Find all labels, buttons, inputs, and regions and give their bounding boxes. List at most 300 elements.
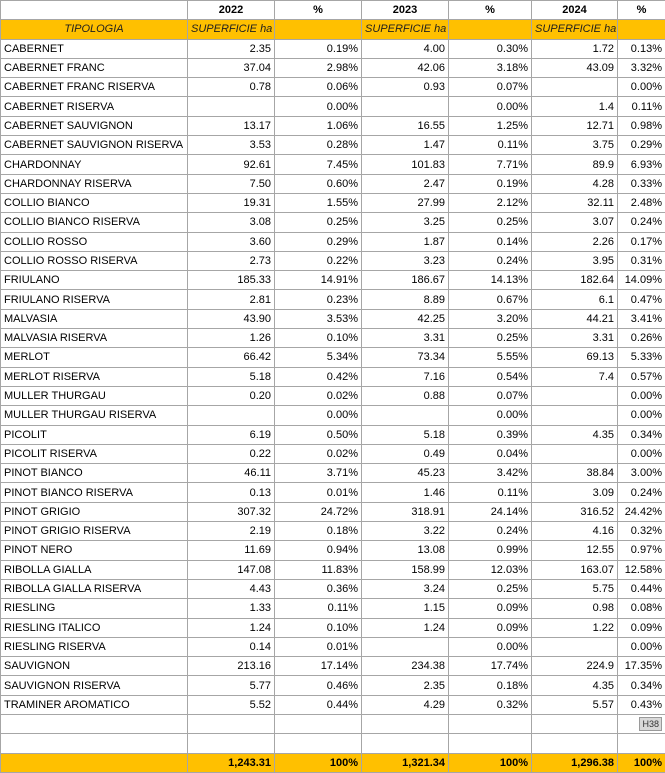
value-cell[interactable]: 0.00%: [275, 406, 362, 425]
value-cell[interactable]: 3.08: [188, 213, 275, 232]
blank-row: [1, 714, 665, 733]
tipologia-cell[interactable]: MERLOT: [1, 348, 188, 367]
value-cell[interactable]: 2.35: [362, 676, 449, 695]
value-cell[interactable]: 1.72: [532, 39, 618, 58]
sheet-cell[interactable]: [618, 714, 665, 733]
table-row: [1, 232, 665, 251]
value-cell[interactable]: 0.97%: [618, 541, 665, 560]
value-cell[interactable]: 5.77: [188, 676, 275, 695]
value-cell[interactable]: 0.28%: [275, 136, 362, 155]
value-cell[interactable]: 0.00%: [449, 97, 532, 116]
table-row: [1, 309, 665, 328]
table-row: [1, 676, 665, 695]
tipologia-cell[interactable]: MULLER THURGAU RISERVA: [1, 406, 188, 425]
value-cell[interactable]: 0.22%: [275, 251, 362, 270]
value-cell[interactable]: 3.60: [188, 232, 275, 251]
value-cell[interactable]: 7.4: [532, 367, 618, 386]
value-cell[interactable]: 3.31: [532, 329, 618, 348]
value-cell[interactable]: 0.24%: [618, 213, 665, 232]
value-cell[interactable]: 5.55%: [449, 348, 532, 367]
tipologia-cell[interactable]: RIESLING ITALICO: [1, 618, 188, 637]
subheader-cell[interactable]: TIPOLOGIA: [1, 20, 188, 39]
tipologia-cell[interactable]: PICOLIT RISERVA: [1, 444, 188, 463]
value-cell[interactable]: 43.09: [532, 58, 618, 77]
value-cell[interactable]: 0.06%: [275, 78, 362, 97]
value-cell[interactable]: 0.94%: [275, 541, 362, 560]
value-cell[interactable]: 42.25: [362, 309, 449, 328]
value-cell[interactable]: 0.67%: [449, 290, 532, 309]
value-cell[interactable]: 14.91%: [275, 271, 362, 290]
value-cell[interactable]: 0.00%: [618, 637, 665, 656]
value-cell[interactable]: 0.26%: [618, 329, 665, 348]
value-cell[interactable]: 11.69: [188, 541, 275, 560]
value-cell[interactable]: 101.83: [362, 155, 449, 174]
value-cell[interactable]: 0.22: [188, 444, 275, 463]
value-cell[interactable]: 12.03%: [449, 560, 532, 579]
value-cell[interactable]: 0.30%: [449, 39, 532, 58]
value-cell[interactable]: 0.60%: [275, 174, 362, 193]
value-cell[interactable]: 7.50: [188, 174, 275, 193]
value-cell[interactable]: 3.22: [362, 522, 449, 541]
value-cell[interactable]: 0.14: [188, 637, 275, 656]
value-cell[interactable]: 0.09%: [618, 618, 665, 637]
table-row: [1, 213, 665, 232]
value-cell[interactable]: 5.18: [188, 367, 275, 386]
value-cell[interactable]: 0.09%: [449, 599, 532, 618]
sheet-cell[interactable]: [1, 714, 188, 733]
value-cell[interactable]: 0.25%: [449, 213, 532, 232]
sheet-cell[interactable]: [188, 714, 275, 733]
tipologia-cell[interactable]: RIESLING RISERVA: [1, 637, 188, 656]
value-cell[interactable]: 0.00%: [449, 406, 532, 425]
value-cell[interactable]: 27.99: [362, 193, 449, 212]
value-cell[interactable]: 3.20%: [449, 309, 532, 328]
value-cell[interactable]: 2.19: [188, 522, 275, 541]
total-cell[interactable]: 1,321.34: [362, 753, 449, 772]
tipologia-cell[interactable]: PICOLIT: [1, 425, 188, 444]
table-row: [1, 522, 665, 541]
tipologia-cell[interactable]: RIBOLLA GIALLA: [1, 560, 188, 579]
value-cell[interactable]: 1.4: [532, 97, 618, 116]
value-cell[interactable]: 0.14%: [449, 232, 532, 251]
value-cell[interactable]: 4.35: [532, 676, 618, 695]
value-cell[interactable]: 0.00%: [275, 97, 362, 116]
tipologia-cell[interactable]: PINOT GRIGIO: [1, 502, 188, 521]
value-cell[interactable]: 24.72%: [275, 502, 362, 521]
value-cell[interactable]: 19.31: [188, 193, 275, 212]
value-cell[interactable]: 32.11: [532, 193, 618, 212]
table-row: [1, 695, 665, 714]
value-cell[interactable]: 6.93%: [618, 155, 665, 174]
value-cell[interactable]: [532, 386, 618, 405]
value-cell[interactable]: 89.9: [532, 155, 618, 174]
value-cell[interactable]: 24.14%: [449, 502, 532, 521]
value-cell[interactable]: [532, 78, 618, 97]
value-cell[interactable]: 0.31%: [618, 251, 665, 270]
value-cell[interactable]: 1.33: [188, 599, 275, 618]
value-cell[interactable]: 213.16: [188, 657, 275, 676]
value-cell[interactable]: 2.73: [188, 251, 275, 270]
header-cell[interactable]: 2023: [362, 1, 449, 20]
value-cell[interactable]: 3.41%: [618, 309, 665, 328]
sheet-cell[interactable]: [362, 714, 449, 733]
header-cell[interactable]: %: [275, 1, 362, 20]
value-cell[interactable]: 0.43%: [618, 695, 665, 714]
value-cell[interactable]: 1.55%: [275, 193, 362, 212]
value-cell[interactable]: 1.24: [188, 618, 275, 637]
value-cell[interactable]: 0.01%: [275, 483, 362, 502]
total-row: [1, 753, 665, 772]
value-cell[interactable]: 4.00: [362, 39, 449, 58]
header-cell[interactable]: %: [449, 1, 532, 20]
value-cell[interactable]: 185.33: [188, 271, 275, 290]
table-row: [1, 483, 665, 502]
value-cell[interactable]: 147.08: [188, 560, 275, 579]
value-cell[interactable]: 0.07%: [449, 78, 532, 97]
value-cell[interactable]: 234.38: [362, 657, 449, 676]
value-cell[interactable]: 0.46%: [275, 676, 362, 695]
value-cell[interactable]: [188, 97, 275, 116]
value-cell[interactable]: 0.24%: [618, 483, 665, 502]
value-cell[interactable]: 3.32%: [618, 58, 665, 77]
value-cell[interactable]: [362, 406, 449, 425]
value-cell[interactable]: 163.07: [532, 560, 618, 579]
value-cell[interactable]: 0.18%: [449, 676, 532, 695]
value-cell[interactable]: 0.32%: [618, 522, 665, 541]
value-cell[interactable]: 2.48%: [618, 193, 665, 212]
value-cell[interactable]: 0.78: [188, 78, 275, 97]
table-row: [1, 657, 665, 676]
value-cell[interactable]: 44.21: [532, 309, 618, 328]
value-cell[interactable]: 0.13: [188, 483, 275, 502]
value-cell[interactable]: 3.95: [532, 251, 618, 270]
tipologia-cell[interactable]: RIBOLLA GIALLA RISERVA: [1, 579, 188, 598]
value-cell[interactable]: [362, 97, 449, 116]
sheet-cell[interactable]: [449, 714, 532, 733]
value-cell[interactable]: 3.42%: [449, 464, 532, 483]
value-cell[interactable]: 0.24%: [449, 251, 532, 270]
value-cell[interactable]: 1.87: [362, 232, 449, 251]
value-cell[interactable]: 3.31: [362, 329, 449, 348]
tipologia-cell[interactable]: CABERNET FRANC RISERVA: [1, 78, 188, 97]
tipologia-cell[interactable]: PINOT BIANCO RISERVA: [1, 483, 188, 502]
tipologia-cell[interactable]: RIESLING: [1, 599, 188, 618]
value-cell[interactable]: 158.99: [362, 560, 449, 579]
value-cell[interactable]: 16.55: [362, 116, 449, 135]
value-cell[interactable]: [532, 406, 618, 425]
table-row: [1, 193, 665, 212]
tipologia-cell[interactable]: COLLIO BIANCO: [1, 193, 188, 212]
value-cell[interactable]: 2.47: [362, 174, 449, 193]
header-cell[interactable]: [1, 1, 188, 20]
value-cell[interactable]: 1.46: [362, 483, 449, 502]
total-cell[interactable]: 1,296.38: [532, 753, 618, 772]
total-cell[interactable]: 100%: [618, 753, 665, 772]
value-cell[interactable]: 0.23%: [275, 290, 362, 309]
tipologia-cell[interactable]: SAUVIGNON RISERVA: [1, 676, 188, 695]
table-row: [1, 579, 665, 598]
subheader-cell[interactable]: SUPERFICIE ha: [188, 20, 275, 39]
value-cell[interactable]: 3.25: [362, 213, 449, 232]
value-cell[interactable]: 5.52: [188, 695, 275, 714]
tipologia-cell[interactable]: PINOT GRIGIO RISERVA: [1, 522, 188, 541]
table-row: [1, 541, 665, 560]
value-cell[interactable]: 17.35%: [618, 657, 665, 676]
value-cell[interactable]: 45.23: [362, 464, 449, 483]
total-cell[interactable]: 1,243.31: [188, 753, 275, 772]
subheader-cell[interactable]: [449, 20, 532, 39]
value-cell[interactable]: [362, 637, 449, 656]
value-cell[interactable]: 0.99%: [449, 541, 532, 560]
value-cell[interactable]: 0.19%: [449, 174, 532, 193]
value-cell[interactable]: 37.04: [188, 58, 275, 77]
tipologia-cell[interactable]: MALVASIA: [1, 309, 188, 328]
header-cell[interactable]: 2024: [532, 1, 618, 20]
value-cell[interactable]: 0.50%: [275, 425, 362, 444]
value-cell[interactable]: 0.98%: [618, 116, 665, 135]
table-row: [1, 174, 665, 193]
value-cell[interactable]: 318.91: [362, 502, 449, 521]
value-cell[interactable]: 0.24%: [449, 522, 532, 541]
value-cell[interactable]: 0.07%: [449, 386, 532, 405]
tipologia-cell[interactable]: CHARDONNAY RISERVA: [1, 174, 188, 193]
tipologia-cell[interactable]: TRAMINER AROMATICO: [1, 695, 188, 714]
value-cell[interactable]: 1.24: [362, 618, 449, 637]
value-cell[interactable]: 13.17: [188, 116, 275, 135]
value-cell[interactable]: 1.22: [532, 618, 618, 637]
value-cell[interactable]: 0.11%: [449, 483, 532, 502]
table-row: [1, 290, 665, 309]
value-cell[interactable]: 7.16: [362, 367, 449, 386]
value-cell[interactable]: 0.42%: [275, 367, 362, 386]
value-cell[interactable]: 0.49: [362, 444, 449, 463]
table-row: [1, 425, 665, 444]
value-cell[interactable]: 0.32%: [449, 695, 532, 714]
value-cell[interactable]: 0.02%: [275, 444, 362, 463]
value-cell[interactable]: 12.55: [532, 541, 618, 560]
value-cell[interactable]: 17.74%: [449, 657, 532, 676]
value-cell[interactable]: 2.98%: [275, 58, 362, 77]
value-cell[interactable]: 7.45%: [275, 155, 362, 174]
table-row: [1, 367, 665, 386]
value-cell[interactable]: 3.00%: [618, 464, 665, 483]
value-cell[interactable]: 0.25%: [449, 329, 532, 348]
total-cell[interactable]: [1, 753, 188, 772]
value-cell[interactable]: 4.43: [188, 579, 275, 598]
value-cell[interactable]: 0.18%: [275, 522, 362, 541]
tipologia-cell[interactable]: PINOT BIANCO: [1, 464, 188, 483]
value-cell[interactable]: 4.29: [362, 695, 449, 714]
value-cell[interactable]: 5.75: [532, 579, 618, 598]
table-row: [1, 560, 665, 579]
value-cell[interactable]: 0.34%: [618, 425, 665, 444]
value-cell[interactable]: 0.88: [362, 386, 449, 405]
value-cell[interactable]: 0.13%: [618, 39, 665, 58]
value-cell[interactable]: 5.33%: [618, 348, 665, 367]
subheader-cell[interactable]: [275, 20, 362, 39]
value-cell[interactable]: 0.10%: [275, 329, 362, 348]
value-cell[interactable]: 24.42%: [618, 502, 665, 521]
value-cell[interactable]: 4.35: [532, 425, 618, 444]
value-cell[interactable]: 2.35: [188, 39, 275, 58]
value-cell[interactable]: 4.16: [532, 522, 618, 541]
value-cell[interactable]: 0.10%: [275, 618, 362, 637]
value-cell[interactable]: 0.00%: [449, 637, 532, 656]
value-cell[interactable]: 1.15: [362, 599, 449, 618]
value-cell[interactable]: 3.53: [188, 136, 275, 155]
value-cell[interactable]: 0.00%: [618, 78, 665, 97]
value-cell[interactable]: 182.64: [532, 271, 618, 290]
value-cell[interactable]: 0.00%: [618, 406, 665, 425]
tipologia-cell[interactable]: MALVASIA RISERVA: [1, 329, 188, 348]
value-cell[interactable]: 0.33%: [618, 174, 665, 193]
tipologia-cell[interactable]: COLLIO ROSSO: [1, 232, 188, 251]
value-cell[interactable]: 6.1: [532, 290, 618, 309]
tipologia-cell[interactable]: CABERNET SAUVIGNON RISERVA: [1, 136, 188, 155]
tipologia-cell[interactable]: COLLIO ROSSO RISERVA: [1, 251, 188, 270]
cell-reference-tooltip: H38: [639, 717, 662, 731]
value-cell[interactable]: 14.09%: [618, 271, 665, 290]
value-cell[interactable]: 3.53%: [275, 309, 362, 328]
value-cell[interactable]: 11.83%: [275, 560, 362, 579]
value-cell[interactable]: 0.20: [188, 386, 275, 405]
value-cell[interactable]: 38.84: [532, 464, 618, 483]
value-cell[interactable]: 3.18%: [449, 58, 532, 77]
tipologia-cell[interactable]: PINOT NERO: [1, 541, 188, 560]
table-row: [1, 464, 665, 483]
table-row: [1, 618, 665, 637]
total-cell[interactable]: 100%: [275, 753, 362, 772]
tipologia-cell[interactable]: CABERNET RISERVA: [1, 97, 188, 116]
table-row: [1, 271, 665, 290]
value-cell[interactable]: 92.61: [188, 155, 275, 174]
value-cell[interactable]: [532, 637, 618, 656]
value-cell[interactable]: 0.11%: [275, 599, 362, 618]
value-cell[interactable]: 0.36%: [275, 579, 362, 598]
table-row: [1, 444, 665, 463]
value-cell[interactable]: 0.00%: [618, 444, 665, 463]
value-cell[interactable]: 1.06%: [275, 116, 362, 135]
value-cell[interactable]: 3.71%: [275, 464, 362, 483]
value-cell[interactable]: 46.11: [188, 464, 275, 483]
value-cell[interactable]: 5.18: [362, 425, 449, 444]
header-cell[interactable]: %: [618, 1, 665, 20]
value-cell[interactable]: 0.44%: [618, 579, 665, 598]
table-row: [1, 386, 665, 405]
value-cell[interactable]: 0.98: [532, 599, 618, 618]
value-cell[interactable]: 0.34%: [618, 676, 665, 695]
value-cell[interactable]: 66.42: [188, 348, 275, 367]
value-cell[interactable]: 3.75: [532, 136, 618, 155]
value-cell[interactable]: 0.54%: [449, 367, 532, 386]
value-cell[interactable]: 0.11%: [618, 97, 665, 116]
value-cell[interactable]: 3.23: [362, 251, 449, 270]
subheader-cell[interactable]: [618, 20, 665, 39]
value-cell[interactable]: 43.90: [188, 309, 275, 328]
tipologia-cell[interactable]: CABERNET SAUVIGNON: [1, 116, 188, 135]
value-cell[interactable]: 12.58%: [618, 560, 665, 579]
value-cell[interactable]: [532, 444, 618, 463]
subheader-cell[interactable]: SUPERFICIE ha: [362, 20, 449, 39]
value-cell[interactable]: 73.34: [362, 348, 449, 367]
tipologia-cell[interactable]: SAUVIGNON: [1, 657, 188, 676]
value-cell[interactable]: 0.17%: [618, 232, 665, 251]
value-cell[interactable]: 0.44%: [275, 695, 362, 714]
value-cell[interactable]: 0.25%: [449, 579, 532, 598]
tipologia-cell[interactable]: CABERNET FRANC: [1, 58, 188, 77]
value-cell[interactable]: 0.09%: [449, 618, 532, 637]
tipologia-cell[interactable]: CHARDONNAY: [1, 155, 188, 174]
table-row: [1, 78, 665, 97]
value-cell[interactable]: 0.19%: [275, 39, 362, 58]
tipologia-cell[interactable]: COLLIO BIANCO RISERVA: [1, 213, 188, 232]
tipologia-cell[interactable]: CABERNET: [1, 39, 188, 58]
value-cell[interactable]: 1.25%: [449, 116, 532, 135]
tipologia-cell[interactable]: MULLER THURGAU: [1, 386, 188, 405]
value-cell[interactable]: 12.71: [532, 116, 618, 135]
value-cell[interactable]: 0.01%: [275, 637, 362, 656]
value-cell[interactable]: 0.39%: [449, 425, 532, 444]
value-cell[interactable]: 4.28: [532, 174, 618, 193]
tipologia-cell[interactable]: FRIULANO: [1, 271, 188, 290]
value-cell[interactable]: 2.12%: [449, 193, 532, 212]
sheet-cell[interactable]: [532, 714, 618, 733]
value-cell[interactable]: 3.24: [362, 579, 449, 598]
value-cell[interactable]: 13.08: [362, 541, 449, 560]
tipologia-cell[interactable]: FRIULANO RISERVA: [1, 290, 188, 309]
total-cell[interactable]: 100%: [449, 753, 532, 772]
value-cell[interactable]: 0.02%: [275, 386, 362, 405]
value-cell[interactable]: 42.06: [362, 58, 449, 77]
value-cell[interactable]: 69.13: [532, 348, 618, 367]
value-cell[interactable]: 6.19: [188, 425, 275, 444]
value-cell[interactable]: 0.04%: [449, 444, 532, 463]
value-cell[interactable]: 5.34%: [275, 348, 362, 367]
value-cell[interactable]: 5.57: [532, 695, 618, 714]
value-cell[interactable]: 0.93: [362, 78, 449, 97]
value-cell[interactable]: 0.25%: [275, 213, 362, 232]
value-cell[interactable]: 224.9: [532, 657, 618, 676]
value-cell[interactable]: 0.29%: [618, 136, 665, 155]
subheader-cell[interactable]: SUPERFICIE ha: [532, 20, 618, 39]
value-cell[interactable]: 8.89: [362, 290, 449, 309]
value-cell[interactable]: 316.52: [532, 502, 618, 521]
value-cell[interactable]: 3.09: [532, 483, 618, 502]
value-cell[interactable]: 0.47%: [618, 290, 665, 309]
value-cell[interactable]: 2.81: [188, 290, 275, 309]
tipologia-cell[interactable]: MERLOT RISERVA: [1, 367, 188, 386]
value-cell[interactable]: 1.47: [362, 136, 449, 155]
value-cell[interactable]: 1.26: [188, 329, 275, 348]
header-cell[interactable]: 2022: [188, 1, 275, 20]
subheader-row: [1, 20, 665, 39]
value-cell[interactable]: 0.57%: [618, 367, 665, 386]
value-cell[interactable]: 0.29%: [275, 232, 362, 251]
value-cell[interactable]: 2.26: [532, 232, 618, 251]
value-cell[interactable]: 7.71%: [449, 155, 532, 174]
value-cell[interactable]: 3.07: [532, 213, 618, 232]
value-cell[interactable]: [188, 406, 275, 425]
value-cell[interactable]: 0.11%: [449, 136, 532, 155]
value-cell[interactable]: 14.13%: [449, 271, 532, 290]
value-cell[interactable]: 186.67: [362, 271, 449, 290]
value-cell[interactable]: 0.00%: [618, 386, 665, 405]
sheet-cell[interactable]: [275, 714, 362, 733]
value-cell[interactable]: 307.32: [188, 502, 275, 521]
value-cell[interactable]: 17.14%: [275, 657, 362, 676]
value-cell[interactable]: 0.08%: [618, 599, 665, 618]
table-row: [1, 97, 665, 116]
